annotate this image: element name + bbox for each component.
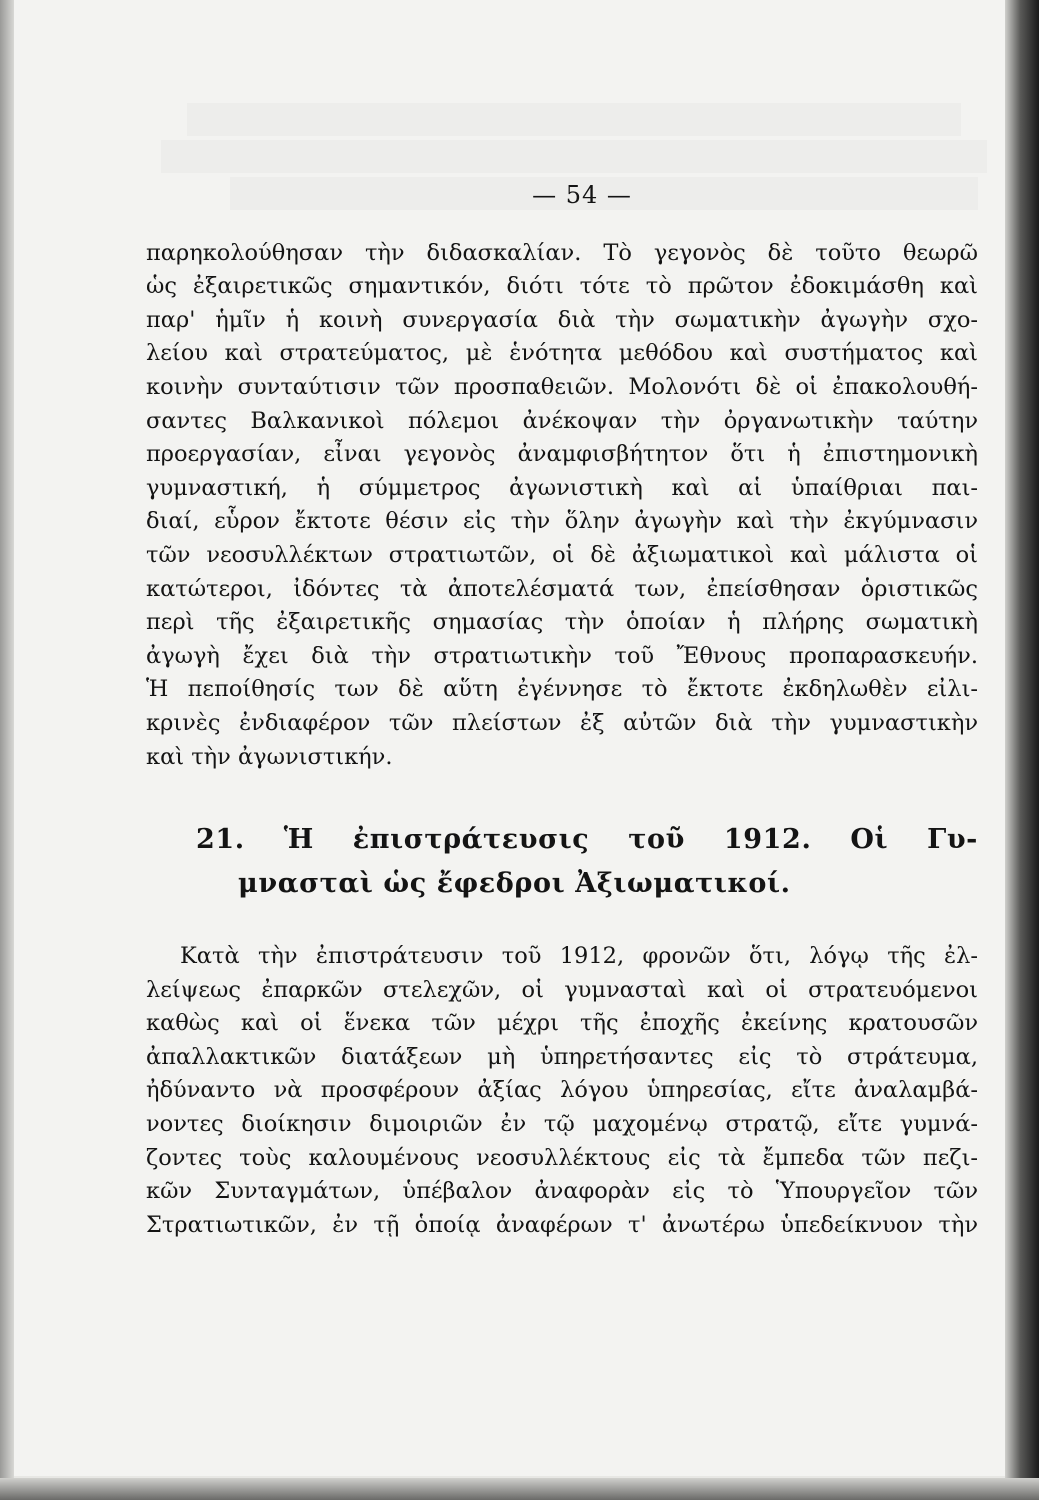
text-line: καθὼς καὶ οἱ ἕνεκα τῶν μέχρι τῆς ἐποχῆς ἐκείνης κρατουσῶν <box>146 1010 978 1037</box>
page-text-block <box>146 175 978 1242</box>
text-line: κρινὲς ἐνδιαφέρον τῶν πλείστων ἐξ αὐτῶν διὰ τὴν γυμναστικὴν <box>146 709 978 736</box>
text-line: ὡς ἐξαιρετικῶς σημαντικόν, διότι τότε τὸ πρῶτον ἐδοκιμάσθη καὶ <box>146 273 978 300</box>
text-line: παρηκολούθησαν τὴν διδασκαλίαν. Τὸ γεγονὸς δὲ τοῦτο θεωρῶ <box>146 239 978 266</box>
text-line: λείου καὶ στρατεύματος, μὲ ἑνότητα μεθόδου καὶ συστήματος καὶ <box>146 340 978 367</box>
text-line: κατώτεροι, ἰδόντες τὰ ἀποτελέσματά των, ἐπείσθησαν ὁριστικῶς <box>146 575 978 602</box>
text-line: ζοντες τοὺς καλουμένους νεοσυλλέκτους εἰς τὰ ἔμπεδα τῶν πεζι- <box>146 1144 978 1171</box>
section-heading <box>146 818 978 906</box>
paragraph-2 <box>146 940 978 1242</box>
text-line: σαντες Βαλκανικοὶ πόλεμοι ἀνέκοψαν τὴν ὀργανωτικὴν ταύτην <box>146 407 978 434</box>
heading-line: 21. Ἡ ἐπιστράτευσις τοῦ 1912. Οἱ Γυ- <box>196 824 978 856</box>
text-line: προεργασίαν, εἶναι γεγονὸς ἀναμφισβήτητον ὅτι ἡ ἐπιστημονικὴ <box>146 441 978 468</box>
text-line: κοινὴν συνταύτισιν τῶν προσπαθειῶν. Μολονότι δὲ οἱ ἐπακολουθή- <box>146 373 978 400</box>
book-page <box>14 0 1014 1476</box>
text-line: περὶ τῆς ἐξαιρετικῆς σημασίας τὴν ὁποίαν ἡ πλήρης σωματικὴ <box>146 609 978 636</box>
text-line: ἀπαλλακτικῶν διατάξεων μὴ ὑπηρετήσαντες εἰς τὸ στράτευμα, <box>146 1043 978 1070</box>
text-line: κῶν Συνταγμάτων, ὑπέβαλον ἀναφορὰν εἰς τὸ Ὑπουργεῖον τῶν <box>146 1178 978 1205</box>
scan-bottom-shadow <box>0 1478 1039 1500</box>
text-line: Κατὰ τὴν ἐπιστράτευσιν τοῦ 1912, φρονῶν ὅτι, λόγῳ τῆς ἐλ- <box>180 943 978 970</box>
text-line: Ἡ πεποίθησίς των δὲ αὕτη ἐγέννησε τὸ ἔκτοτε ἐκδηλωθὲν εἰλι- <box>146 676 978 703</box>
text-line: ἀγωγὴ ἔχει διὰ τὴν στρατιωτικὴν τοῦ Ἔθνους προπαρασκευήν. <box>146 642 978 669</box>
text-line: διαί, εὗρον ἔκτοτε θέσιν εἰς τὴν ὅλην ἀγωγὴν καὶ τὴν ἐκγύμνασιν <box>146 508 978 535</box>
text-line: ἠδύναντο νὰ προσφέρουν ἀξίας λόγου ὑπηρεσίας, εἴτε ἀναλαμβά- <box>146 1077 978 1104</box>
heading-line: μνασταὶ ὡς ἔφεδροι Ἀξιωματικοί. <box>238 868 791 900</box>
book-binding-edge <box>0 0 14 1500</box>
page-number: — 54 — <box>532 181 632 209</box>
text-line: τῶν νεοσυλλέκτων στρατιωτῶν, οἱ δὲ ἀξιωματικοὶ καὶ μάλιστα οἱ <box>146 541 978 568</box>
text-line: Στρατιωτικῶν, ἐν τῇ ὁποίᾳ ἀναφέρων τ' ἀνωτέρω ὑπεδείκνυον τὴν <box>146 1211 978 1238</box>
text-line: γυμναστική, ἡ σύμμετρος ἀγωνιστικὴ καὶ αἱ ὑπαίθριαι παι- <box>146 474 978 501</box>
paragraph-1 <box>146 237 978 775</box>
scan-right-shadow <box>1005 0 1039 1500</box>
text-line: νοντες διοίκησιν διμοιριῶν ἐν τῷ μαχομένῳ στρατῷ, εἴτε γυμνά- <box>146 1111 978 1138</box>
text-line: λείψεως ἐπαρκῶν στελεχῶν, οἱ γυμνασταὶ καὶ οἱ στρατευόμενοι <box>146 976 978 1003</box>
text-line: καὶ τὴν ἀγωνιστικήν. <box>146 743 393 770</box>
text-line: παρ' ἡμῖν ἡ κοινὴ συνεργασία διὰ τὴν σωματικὴν ἀγωγὴν σχο- <box>146 306 978 333</box>
